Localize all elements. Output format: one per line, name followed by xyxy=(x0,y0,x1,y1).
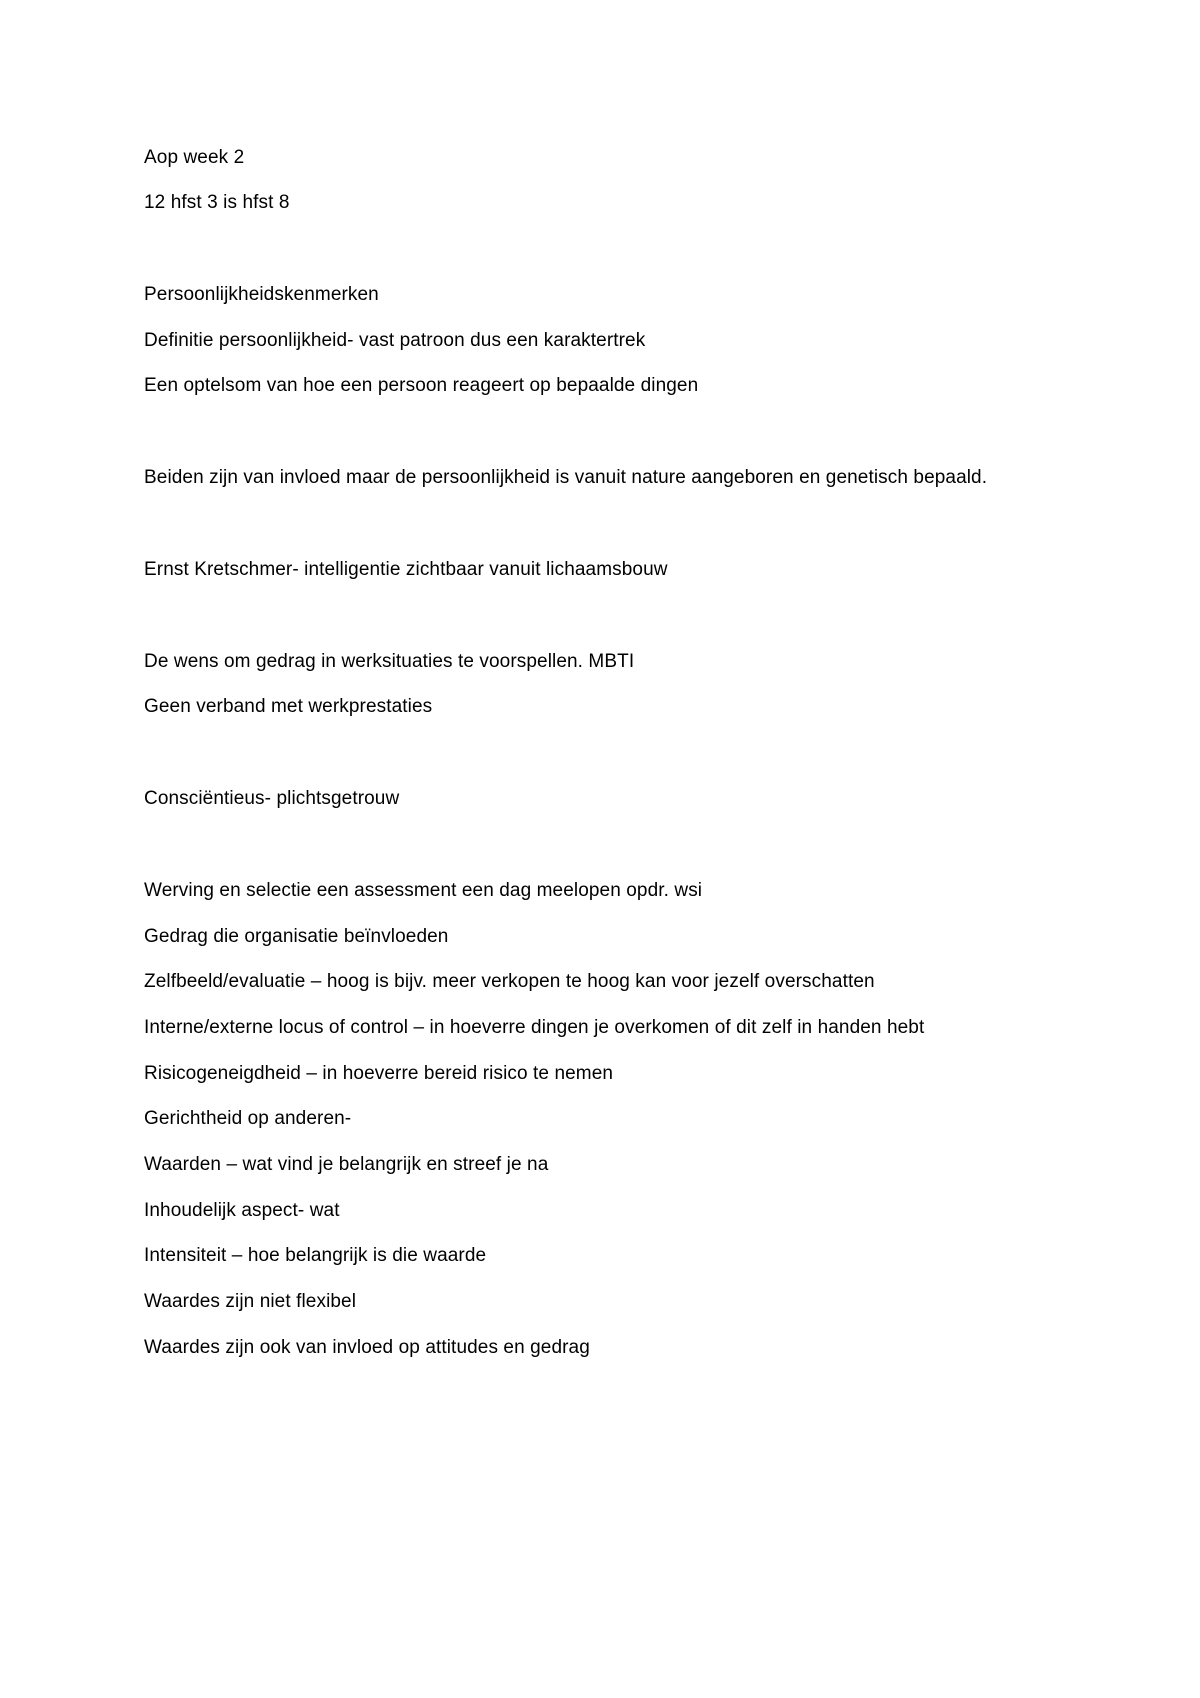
text-line: De wens om gedrag in werksituaties te voorspellen. MBTI xyxy=(144,651,635,672)
text-line: Waardes zijn ook van invloed op attitudes en gedrag xyxy=(144,1337,590,1358)
text-line: Risicogeneigdheid – in hoeverre bereid risico te nemen xyxy=(144,1063,614,1084)
text-line: Beiden zijn van invloed maar de persoonlijkheid is vanuit nature aangeboren en genetisch bepaald. xyxy=(144,467,988,488)
text-line: Een optelsom van hoe een persoon reageert op bepaalde dingen xyxy=(144,375,699,396)
text-line: Definitie persoonlijkheid- vast patroon dus een karaktertrek xyxy=(144,330,646,351)
text-line: Persoonlijkheidskenmerken xyxy=(144,284,379,305)
text-line: Ernst Kretschmer- intelligentie zichtbaar vanuit lichaamsbouw xyxy=(144,559,668,580)
text-line: Zelfbeeld/evaluatie – hoog is bijv. meer verkopen te hoog kan voor jezelf overschatten xyxy=(144,971,875,992)
text-line: Inhoudelijk aspect- wat xyxy=(144,1200,340,1221)
text-line: Interne/externe locus of control – in hoeverre dingen je overkomen of dit zelf in handen hebt xyxy=(144,1017,925,1038)
text-line: Waarden – wat vind je belangrijk en streef je na xyxy=(144,1154,549,1175)
text-line: Consciëntieus- plichtsgetrouw xyxy=(144,788,400,809)
text-line: Gedrag die organisatie beïnvloeden xyxy=(144,926,449,947)
text-line: Aop week 2 xyxy=(144,147,245,168)
text-line: Werving en selectie een assessment een dag meelopen opdr. wsi xyxy=(144,880,703,901)
text-line: 12 hfst 3 is hfst 8 xyxy=(144,192,290,213)
text-line: Gerichtheid op anderen- xyxy=(144,1108,352,1129)
text-line: Waardes zijn niet flexibel xyxy=(144,1291,357,1312)
text-line: Intensiteit – hoe belangrijk is die waarde xyxy=(144,1245,487,1266)
text-line: Geen verband met werkprestaties xyxy=(144,696,433,717)
